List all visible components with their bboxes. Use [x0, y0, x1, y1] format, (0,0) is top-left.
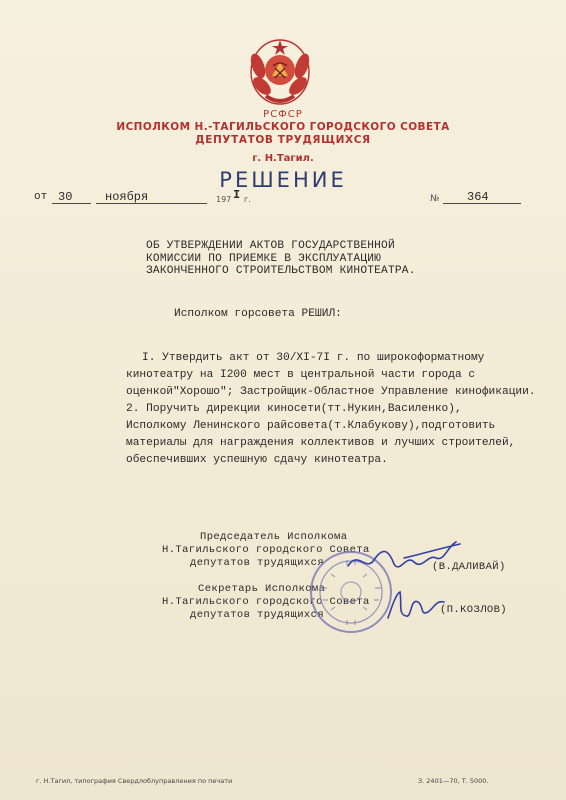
number-label: № [430, 194, 440, 204]
date-day: 30 [58, 190, 73, 204]
document-number: 364 [467, 190, 489, 204]
subject-line: ЗАКОНЧЕННОГО СТРОИТЕЛЬСТВОМ КИНОТЕАТРА. [146, 265, 416, 277]
date-year-suffix: г. [244, 195, 251, 204]
resolved-heading: Исполком горсовета РЕШИЛ: [174, 308, 342, 320]
secretary-title-line: Н.Тагильского городского Совета [162, 596, 370, 608]
chair-title-line: Председатель Исполкома [200, 531, 348, 543]
header-city: г. Н.Тагил. [252, 153, 314, 164]
chair-title-line: депутатов трудящихся [190, 557, 325, 569]
date-year-prefix: 197 [216, 195, 232, 204]
header-org-line-1: ИСПОЛКОМ Н.-ТАГИЛЬСКОГО ГОРОДСКОГО СОВЕТА [116, 121, 450, 133]
body-line: Исполкому Ленинского райсовета(т.Клабукову),подготовить [126, 420, 496, 432]
subject-line: ОБ УТВЕРЖДЕНИИ АКТОВ ГОСУДАРСТВЕННОЙ [146, 240, 395, 252]
body-line: материалы для награждения коллективов и лучших строителей, [126, 437, 516, 449]
date-month: ноября [105, 190, 149, 204]
date-year-digit: I [233, 188, 241, 202]
print-run-footer: З. 2401—70, Т. 5000. [418, 777, 489, 785]
body-line: обеспечивших успешную сдачу кинотеатра. [126, 454, 388, 466]
secretary-title-line: депутатов трудящихся [190, 609, 325, 621]
printer-footer: г. Н.Тагил, типография Свердлоблуправления по печати [36, 777, 233, 785]
body-line: 2. Поручить дирекции киносети(тт.Нукин,Василенко), [126, 403, 462, 415]
chair-handwritten-signature-icon [344, 536, 464, 580]
header-org-line-2: ДЕПУТАТОВ ТРУДЯЩИХСЯ [195, 134, 371, 146]
header-republic: РСФСР [263, 109, 303, 120]
document-title: РЕШЕНИЕ [219, 168, 347, 192]
rsfsr-emblem-icon [246, 36, 314, 108]
subject-block [146, 240, 416, 278]
subject-line: КОМИССИИ ПО ПРИЕМКЕ В ЭКСПЛУАТАЦИЮ [146, 252, 382, 265]
body-line: оценкой"Хорошо"; Застройщик-Областное Управление кинофикации. [126, 386, 536, 398]
date-from-label: от [34, 191, 48, 203]
chair-name: (В.ДАЛИВАЙ) [432, 561, 506, 573]
secretary-handwritten-signature-icon [384, 586, 448, 624]
secretary-name: (П.КОЗЛОВ) [440, 604, 508, 616]
body-line: I. Утвердить акт от 30/XI-7I г. по широкоформатному [142, 352, 485, 364]
body-line: кинотеатру на I200 мест в центральной части города с [126, 369, 476, 381]
chair-title-line: Н.Тагильского городского Совета [162, 544, 370, 556]
secretary-title-line: Секретарь Исполкома [198, 583, 326, 595]
